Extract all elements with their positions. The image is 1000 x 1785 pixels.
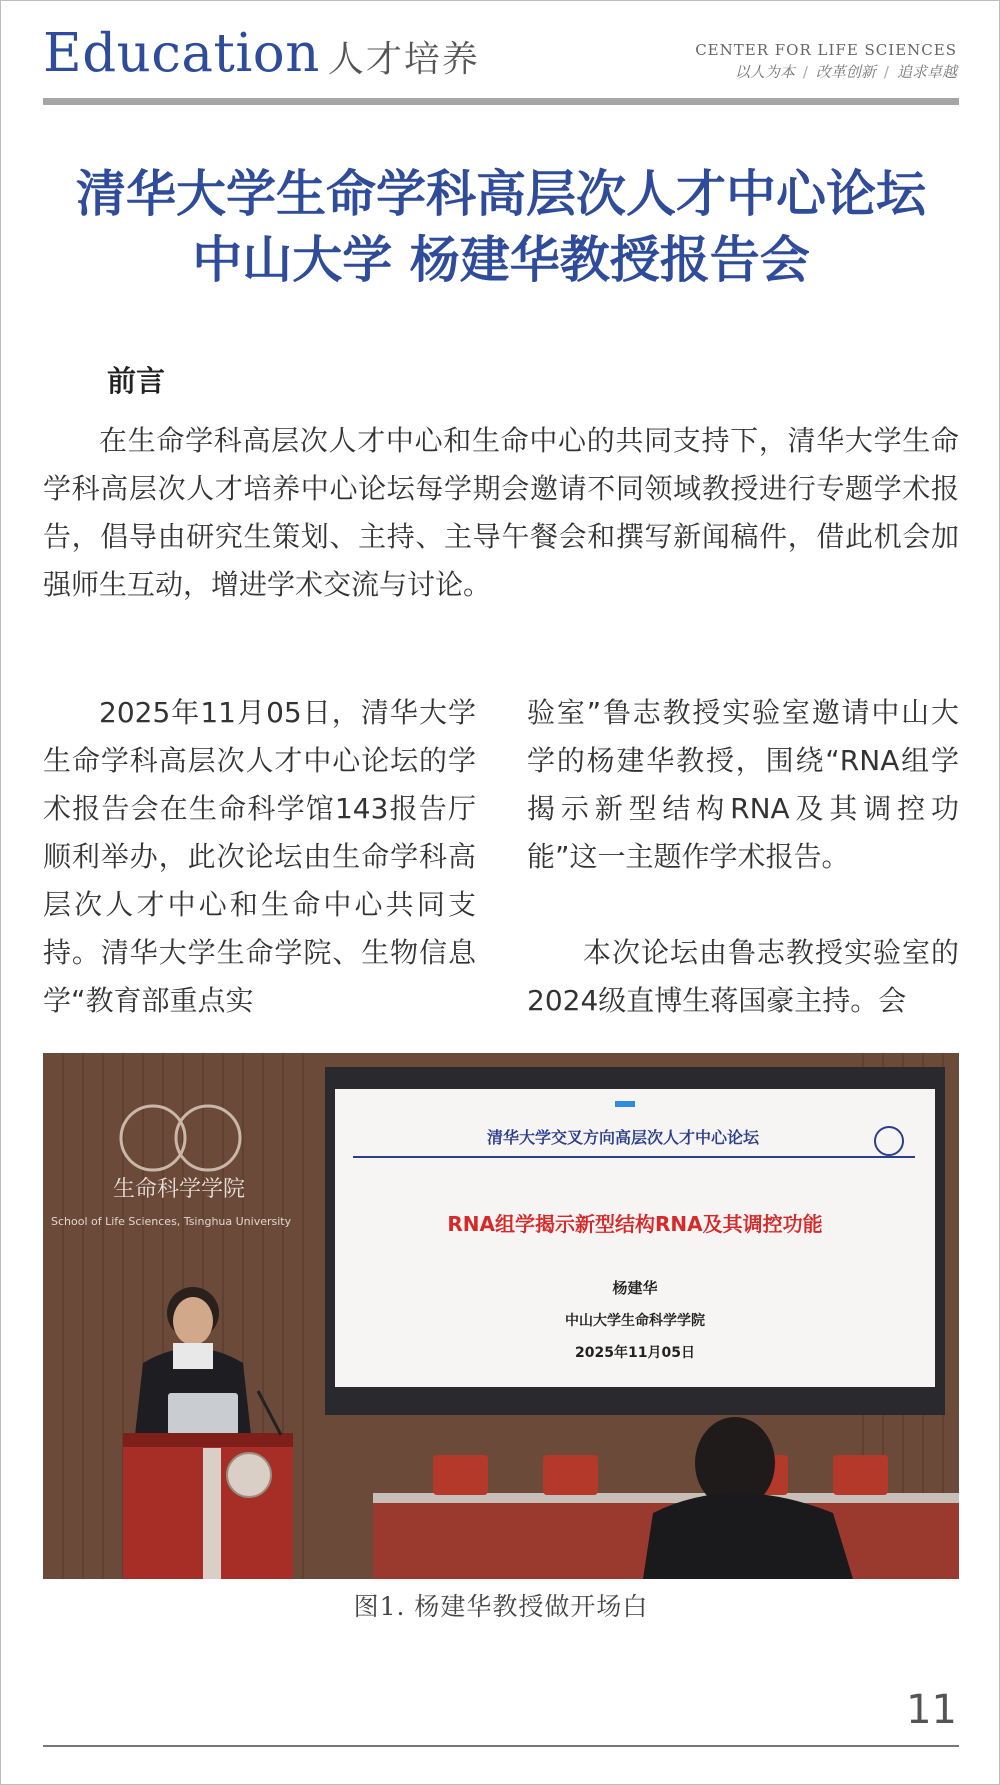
motto-2: 改革创新: [815, 63, 876, 81]
slide-speaker: 杨建华: [612, 1279, 658, 1297]
event-photo-illustration: [43, 1053, 959, 1579]
center-branding: [695, 41, 957, 82]
motto-3: 追求卓越: [896, 63, 957, 81]
motto-separator: /: [883, 63, 889, 81]
photo-caption: 图1. 杨建华教授做开场白: [353, 1592, 649, 1621]
section-header: [43, 23, 480, 84]
section-title-cn: 人才培养: [327, 39, 480, 80]
body-column-right: [527, 689, 959, 1025]
paragraph-1: 2025年11月05日，清华大学生命学科高层次人才中心论坛的学术报告会在生命科学馆143报告厅顺利举办，此次论坛由生命学科高层次人才中心和生命中心共同支持。清华大学生命学院、生物信息学“教育部重点实: [43, 696, 476, 1017]
slide-header: 清华大学交叉方向高层次人才中心论坛: [486, 1128, 760, 1147]
page-number: 11: [906, 1687, 957, 1733]
article-title: [31, 161, 971, 293]
body-column-left: [43, 689, 476, 1025]
slide-affiliation: 中山大学生命科学学院: [565, 1313, 705, 1329]
motto-line: [695, 61, 957, 82]
motto-1: 以人为本: [734, 63, 795, 81]
section-title-en: Education: [43, 23, 320, 84]
event-photo: [43, 1053, 959, 1579]
footer-divider: [43, 1745, 959, 1747]
slide-date: 2025年11月05日: [575, 1345, 695, 1361]
title-line-2: 中山大学 杨建华教授报告会: [192, 231, 810, 289]
slide-title: RNA组学揭示新型结构RNA及其调控功能: [447, 1212, 823, 1236]
header-divider: [43, 98, 959, 105]
wall-name-en: School of Life Sciences, Tsinghua University: [51, 1215, 292, 1228]
wall-name-cn: 生命科学学院: [113, 1177, 246, 1202]
lectern-emblem: [227, 1453, 271, 1497]
preface-heading: 前言: [107, 364, 166, 398]
paragraph-1-continued: 验室”鲁志教授实验室邀请中山大学的杨建华教授，围绕“RNA组学揭示新型结构RNA及其调控功能”这一主题作学术报告。: [527, 696, 959, 873]
motto-separator: /: [802, 63, 808, 81]
title-line-1: 清华大学生命学科高层次人才中心论坛: [76, 165, 926, 223]
center-name: CENTER FOR LIFE SCIENCES: [695, 41, 957, 59]
laptop: [168, 1393, 238, 1435]
paragraph-2: 本次论坛由鲁志教授实验室的2024级直博生蒋国豪主持。会: [527, 936, 959, 1017]
preface-text: 在生命学科高层次人才中心和生命中心的共同支持下，清华大学生命学科高层次人才培养中心论坛每学期会邀请不同领域教授进行专题学术报告，倡导由研究生策划、主持、主导午餐会和撰写新闻稿件，借此机会加强师生互动，增进学术交流与讨论。: [43, 424, 959, 601]
